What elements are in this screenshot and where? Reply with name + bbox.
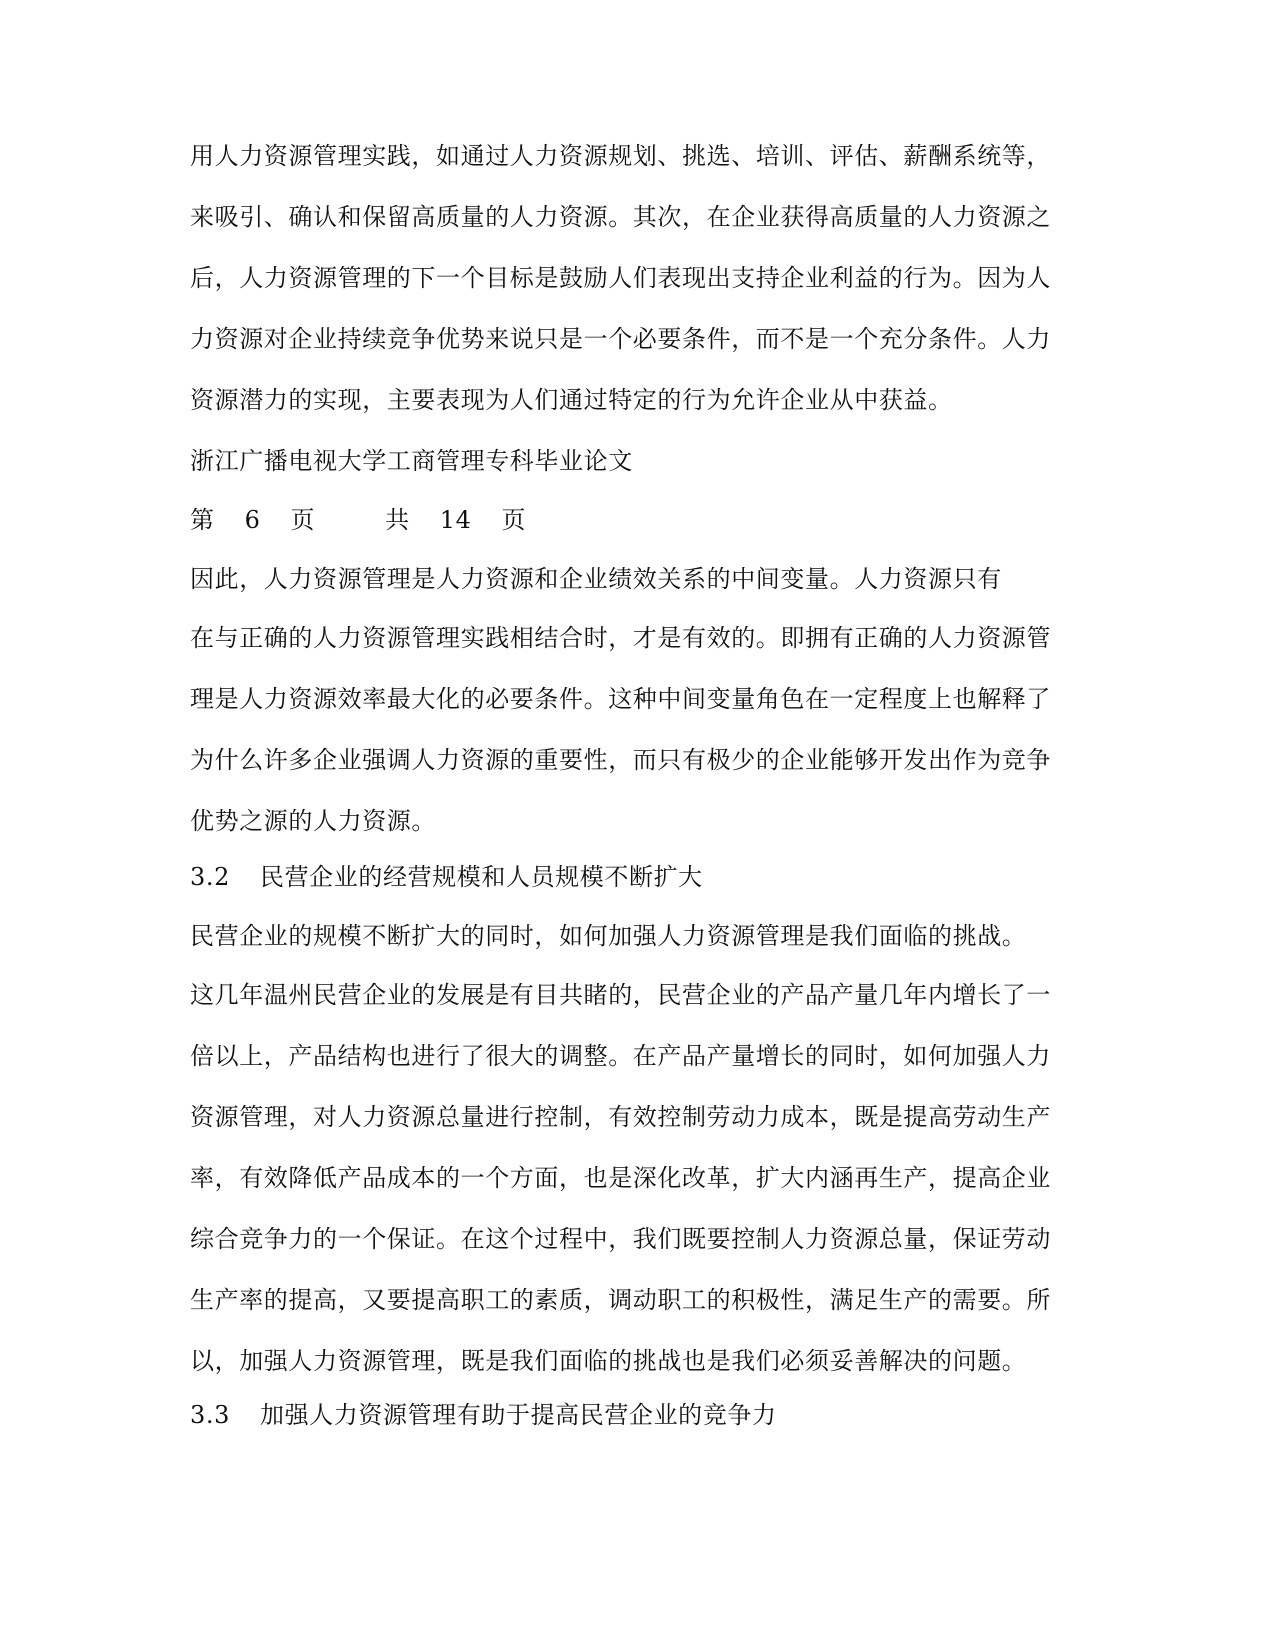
paragraph-1 (190, 126, 1065, 431)
paragraph-line: 来吸引、确认和保留高质量的人力资源。其次，在企业获得高质量的人力资源之 (190, 203, 1051, 231)
paragraph-line: 资源管理，对人力资源总量进行控制，有效控制劳动力成本，既是提高劳动生产 (190, 1103, 1051, 1131)
section-title: 民营企业的经营规模和人员规模不断扩大 (259, 863, 703, 891)
section-heading-3-3 (190, 1385, 1065, 1446)
paragraph-line: 在与正确的人力资源管理实践相结合时，才是有效的。即拥有正确的人力资源管 (190, 624, 1051, 652)
section-number: 3.2 (190, 863, 230, 891)
paragraph-line: 因此，人力资源管理是人力资源和企业绩效关系的中间变量。人力资源只有 (190, 565, 1002, 593)
page-total: 14 (439, 506, 472, 534)
paragraph-line: 综合竞争力的一个保证。在这个过程中，我们既要控制人力资源总量，保证劳动 (190, 1225, 1051, 1253)
page-label-suffix: 页 (501, 506, 527, 534)
page-number (190, 490, 1065, 549)
paragraph-3 (190, 906, 1065, 1392)
paragraph-line: 为什么许多企业强调人力资源的重要性，而只有极少的企业能够开发出作为竞争 (190, 746, 1051, 774)
paragraph-line: 优势之源的人力资源。 (190, 807, 436, 835)
paragraph-line: 以，加强人力资源管理，既是我们面临的挑战也是我们必须妥善解决的问题。 (190, 1347, 1027, 1375)
page-header (190, 431, 1065, 549)
paragraph-line: 这几年温州民营企业的发展是有目共睹的，民营企业的产品产量几年内增长了一 (190, 981, 1051, 1009)
paragraph-line: 资源潜力的实现，主要表现为人们通过特定的行为允许企业从中获益。 (190, 386, 953, 414)
paragraph-line: 理是人力资源效率最大化的必要条件。这种中间变量角色在一定程度上也解释了 (190, 685, 1051, 713)
section-title: 加强人力资源管理有助于提高民营企业的竞争力 (259, 1401, 777, 1429)
paragraph-line: 民营企业的规模不断扩大的同时，如何加强人力资源管理是我们面临的挑战。 (190, 922, 1027, 950)
section-heading-3-2 (190, 847, 1065, 908)
paragraph-line: 率，有效降低产品成本的一个方面，也是深化改革，扩大内涵再生产，提高企业 (190, 1164, 1051, 1192)
page-label-mid: 页 (290, 506, 316, 534)
page-current: 6 (244, 506, 261, 534)
page-label-total: 共 (385, 506, 410, 534)
section-number: 3.3 (190, 1401, 230, 1429)
paragraph-line: 力资源对企业持续竞争优势来说只是一个必要条件，而不是一个充分条件。人力 (190, 325, 1051, 353)
paragraph-line: 倍以上，产品结构也进行了很大的调整。在产品产量增长的同时，如何加强人力 (190, 1042, 1051, 1070)
school-title: 浙江广播电视大学工商管理专科毕业论文 (190, 447, 633, 475)
page-label-prefix: 第 (190, 506, 215, 534)
paragraph-line: 后，人力资源管理的下一个目标是鼓励人们表现出支持企业利益的行为。因为人 (190, 264, 1051, 292)
paragraph-2 (190, 549, 1065, 852)
paragraph-line: 生产率的提高，又要提高职工的素质，调动职工的积极性，满足生产的需要。所 (190, 1286, 1051, 1314)
paragraph-line: 用人力资源管理实践，如通过人力资源规划、挑选、培训、评估、薪酬系统等， (190, 142, 1051, 170)
